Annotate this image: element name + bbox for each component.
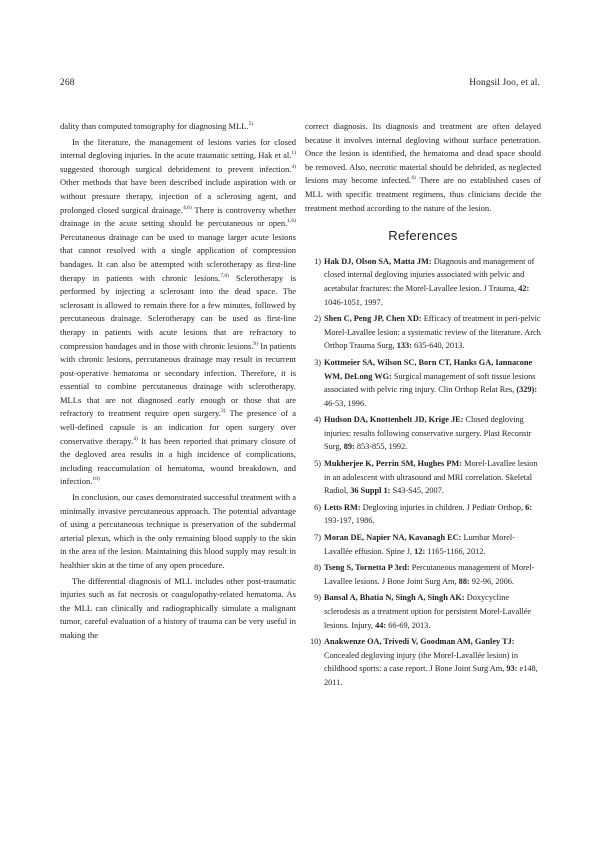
reference-number: 10) xyxy=(309,637,321,647)
citation-marker: 10) xyxy=(92,476,100,483)
reference-title: Morel-Lavallee lesion in an adolescent with ultrasound and MRI correlation. Skeletal Radiol, xyxy=(324,459,538,496)
reference-item xyxy=(305,561,541,588)
body-text: The differential diagnosis of MLL includes other post-traumatic injuries such as fat necrosis or coagulopathy-related hematoma. As the MLL can clinically and radiographically simulate a malignant tumor, careful evaluation of a history of trauma can be very useful in making the xyxy=(60,575,296,640)
citation-marker: 4) xyxy=(133,435,138,442)
body-text: In patients with chronic lesions, percutaneous drainage may result in recurrent post-operative hematoma or secondary infection. Therefore, it is essential to combine percutaneous drainage with sclerotherapy. MLLs that are not diagnosed early enough or those that are refractory to treatment require open surgery. xyxy=(60,340,296,419)
body-text: There are no established cases of MLL with specific treatment regimens, thus clinicians decide the treatment method according to the nature of the lesion. xyxy=(305,175,541,213)
reference-item xyxy=(305,591,541,632)
reference-title: Doxycycline sclerodesis as a treatment option for persistent Morel-Lavallée lesions. Injury, xyxy=(324,593,532,630)
citation-marker: 4) xyxy=(291,163,296,170)
reference-pages: 46-53, 1996. xyxy=(324,398,367,408)
reference-item xyxy=(305,531,541,558)
reference-pages: S43-S45, 2007. xyxy=(390,486,444,496)
reference-pages: 193-197, 1986. xyxy=(324,516,375,526)
citation-marker: 5) xyxy=(248,121,254,128)
body-text: Other methods that have been described include aspiration with or without pressure therapy, injection of a sclerosing agent, and prolonged closed surgical drainage. xyxy=(60,177,296,215)
reference-number: 2) xyxy=(314,314,321,324)
reference-pages: 92-96, 2006. xyxy=(469,576,514,586)
reference-item xyxy=(305,635,541,689)
reference-item xyxy=(305,255,541,309)
citation-marker: 4,6) xyxy=(182,204,192,211)
reference-item xyxy=(305,312,541,353)
reference-item xyxy=(305,413,541,454)
running-head: Hongsil Joo, et al. xyxy=(469,78,540,88)
reference-authors: Hak DJ, Olson SA, Matta JM: xyxy=(324,256,432,266)
body-text: dality than computed tomography for diagnosing MLL. xyxy=(60,121,249,131)
reference-list xyxy=(305,255,541,690)
reference-volume: 88: xyxy=(458,576,470,586)
reference-number: 4) xyxy=(314,415,321,425)
reference-authors: Tseng S, Tornetta P 3rd: xyxy=(324,563,410,573)
reference-volume: 93: xyxy=(506,664,518,674)
left-column xyxy=(60,120,296,643)
reference-item xyxy=(305,356,541,410)
reference-authors: Anakwenze OA, Trivedi V, Goodman AM, Ganley TJ: xyxy=(324,637,515,647)
reference-title: Concealed degloving injury (the Morel-Lavallée lesion) in childhood sports: a case report. J Bone Joint Surg Am, xyxy=(324,650,518,674)
reference-number: 5) xyxy=(314,459,321,469)
citation-marker: 3) xyxy=(220,408,226,415)
reference-title: Efficacy of treatment in peri-pelvic Morel-Lavallee lesion: a systematic review of the literature. Arch Orthop Trauma Surg, xyxy=(324,314,541,351)
reference-number: 7) xyxy=(314,533,321,543)
reference-number: 3) xyxy=(314,357,321,367)
reference-title: Diagnosis and management of closed internal degloving injuries associated with pelvic and acetabular fractures: the Morel-Lavallee lesion. J Trauma, xyxy=(324,256,535,293)
page-number: 268 xyxy=(60,78,75,88)
body-text: suggested thorough surgical debridement to prevent infection. xyxy=(60,163,292,174)
reference-pages: 1165-1166, 2012. xyxy=(425,546,486,556)
reference-title: Degloving injuries in children. J Pediatr Orthop, xyxy=(360,502,526,512)
reference-volume: 42: xyxy=(518,283,530,293)
citation-marker: 9) xyxy=(253,340,258,347)
right-column xyxy=(305,120,541,693)
citation-marker: 1) xyxy=(291,150,296,157)
body-paragraph xyxy=(60,491,296,573)
reference-title: Closed degloving injuries: results following conservative surgery. Plast Reconstr Surg, xyxy=(324,415,532,452)
reference-number: 9) xyxy=(314,593,321,603)
body-text: Percutaneous drainage can be used to manage larger acute lesions that cannot resolved with a single application of compression bandages. It can also be attempted with sclerotherapy as first-line therapy in patients with chronic lesions. xyxy=(60,231,296,283)
reference-authors: Shen C, Peng JP, Chen XD: xyxy=(324,314,422,324)
reference-pages: 635-640, 2013. xyxy=(411,341,465,351)
body-text: In conclusion, our cases demonstrated successful treatment with a minimally invasive percutaneous approach. The potential advantage of using a percutaneous technique is preservation of the subdermal arterial plexus, which is the only remaining blood supply to the skin in the area of the lesion. Maintaining this blood supply may result in healthier skin at the time of any open procedure. xyxy=(60,492,297,570)
reference-volume: 44: xyxy=(375,620,387,630)
body-text: Sclerotherapy is performed by injecting a sclerosant into the dead space. The sclerosant is allowed to remain there for a few minutes, followed by percutaneous drainage. Sclerotherapy can be used as first-line therapy in patients with acute lesions that are refractory to compression bandages and in those with chronic lesions. xyxy=(60,272,297,351)
reference-authors: Mukherjee K, Perrin SM, Hughes PM: xyxy=(324,459,463,469)
reference-pages: e148, 2011. xyxy=(324,664,538,687)
reference-volume: 36 Suppl 1: xyxy=(350,486,391,496)
reference-number: 8) xyxy=(314,563,321,573)
citation-marker: 1,6) xyxy=(287,218,296,225)
reference-volume: 133: xyxy=(396,341,412,351)
body-paragraph xyxy=(60,120,296,134)
reference-number: 6) xyxy=(314,502,321,512)
reference-volume: (329): xyxy=(516,385,538,395)
reference-volume: 89: xyxy=(343,442,355,452)
citation-marker: 4) xyxy=(411,175,416,182)
reference-pages: 853-855, 1992. xyxy=(354,442,408,452)
citation-marker: 7,8) xyxy=(220,272,229,279)
reference-authors: Hudson DA, Knottenbelt JD, Krige JE: xyxy=(324,415,464,425)
reference-title: Surgical management of soft tissue lesions associated with pelvic ring injury. Clin Orthop Relat Res, xyxy=(324,371,536,395)
references-heading: References xyxy=(388,228,458,244)
reference-item xyxy=(305,501,541,528)
body-text: The presence of a well-defined capsule is an indication for open surgery over conservative therapy. xyxy=(60,408,296,446)
body-text: It has been reported that primary closure of the degloved area results in a high incidence of complications, including reaccumulation of hematoma, wound breakdown, and infection. xyxy=(60,435,296,487)
reference-authors: Moran DE, Napier NA, Kavanagh EC: xyxy=(324,533,462,543)
body-text: In the literature, the management of lesions varies for closed internal degloving injuries. In the acute traumatic setting, Hak et al. xyxy=(60,136,296,161)
right-column-paragraph xyxy=(305,120,541,215)
reference-volume: 6: xyxy=(525,502,533,512)
reference-item xyxy=(305,457,541,498)
body-paragraph xyxy=(60,136,296,489)
body-paragraph xyxy=(60,575,296,643)
reference-number: 1) xyxy=(314,256,321,266)
body-text: There is controversy whether drainage in the acute setting should be percutaneous or open. xyxy=(60,204,296,229)
reference-authors: Letts RM: xyxy=(324,502,361,512)
reference-pages: 66-69, 2013. xyxy=(386,620,431,630)
reference-authors: Bansal A, Bhatia N, Singh A, Singh AK: xyxy=(324,593,465,603)
reference-title: Percutaneous management of Morel-Lavallee lesions. J Bone Joint Surg Am, xyxy=(324,563,535,586)
reference-authors: Kottmeier SA, Wilson SC, Born CT, Hanks GA, Iannacone WM, DeLong WG: xyxy=(324,357,533,381)
reference-title: Lumbar Morel-Lavallée effusion. Spine J, xyxy=(324,533,515,556)
body-text: correct diagnosis. Its diagnosis and treatment are often delayed because it involves internal degloving without surface penetration. Once the lesion is identified, the hematoma and dead space should be removed. Also, necrotic material should be debrided, as neglected lesions may become infected. xyxy=(305,121,541,186)
reference-pages: 1046-1051, 1997. xyxy=(324,297,383,307)
reference-volume: 12: xyxy=(414,546,426,556)
